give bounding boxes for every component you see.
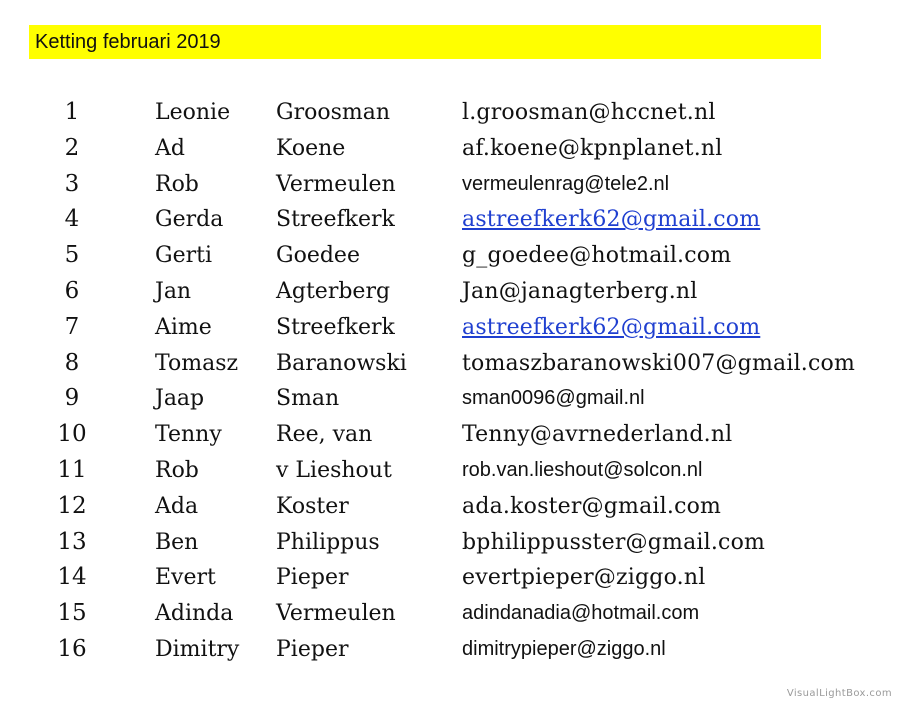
first-name: Ada — [155, 493, 199, 519]
email-link[interactable]: astreefkerk62@gmail.com — [462, 314, 761, 340]
row-number: 4 — [64, 206, 80, 233]
list-item — [0, 131, 900, 167]
first-name: Adinda — [155, 601, 234, 627]
row-number: 6 — [64, 277, 80, 304]
member-list — [0, 95, 900, 668]
first-name: Leonie — [155, 100, 231, 125]
list-item — [0, 489, 900, 525]
row-number: 15 — [57, 600, 87, 627]
email-address: g_goedee@hotmail.com — [462, 243, 732, 269]
first-name: Ad — [155, 135, 185, 161]
first-name: Gerti — [155, 243, 212, 269]
row-number: 16 — [57, 635, 87, 662]
list-item — [0, 167, 900, 203]
first-name: Rob — [155, 171, 199, 197]
list-item — [0, 274, 900, 310]
row-number: 11 — [57, 456, 87, 483]
last-name: Sman — [276, 386, 340, 412]
last-name: Ree, van — [276, 422, 373, 448]
first-name: Tenny — [155, 422, 222, 448]
last-name: Goedee — [276, 243, 360, 269]
row-number: 5 — [64, 242, 80, 269]
email-link[interactable]: astreefkerk62@gmail.com — [462, 207, 761, 233]
last-name: Groosman — [276, 100, 391, 125]
document-title: Ketting februari 2019 — [29, 25, 821, 59]
list-item — [0, 560, 900, 596]
first-name: Tomasz — [155, 350, 239, 376]
row-number: 3 — [64, 170, 80, 197]
row-number: 12 — [57, 492, 87, 519]
last-name: Vermeulen — [276, 171, 396, 197]
row-number: 13 — [57, 528, 87, 555]
last-name: Baranowski — [276, 350, 407, 376]
list-item — [0, 238, 900, 274]
first-name: Jan — [155, 278, 192, 304]
list-item — [0, 381, 900, 417]
list-item — [0, 525, 900, 561]
email-address: dimitrypieper@ziggo.nl — [462, 637, 666, 660]
email-address: tomaszbaranowski007@gmail.com — [462, 350, 856, 376]
list-item — [0, 417, 900, 453]
email-address: Tenny@avrnederland.nl — [462, 422, 733, 448]
watermark: VisualLightBox.com — [786, 688, 892, 699]
last-name: Agterberg — [276, 278, 391, 304]
email-address: bphilippusster@gmail.com — [462, 529, 766, 555]
last-name: Streefkerk — [276, 207, 395, 233]
row-number: 2 — [64, 134, 80, 161]
email-address: sman0096@gmail.nl — [462, 387, 645, 410]
email-address: Jan@janagterberg.nl — [462, 278, 698, 304]
last-name: Philippus — [276, 529, 380, 555]
email-address: evertpieper@ziggo.nl — [462, 565, 706, 591]
row-number: 7 — [64, 313, 80, 340]
last-name: Pieper — [276, 565, 349, 591]
email-address: adindanadia@hotmail.com — [462, 602, 700, 625]
list-item — [0, 202, 900, 238]
last-name: Vermeulen — [276, 601, 396, 627]
email-address: vermeulenrag@tele2.nl — [462, 172, 670, 195]
list-item — [0, 632, 900, 668]
last-name: v Lieshout — [276, 457, 392, 483]
last-name: Koene — [276, 135, 346, 161]
first-name: Dimitry — [155, 636, 240, 662]
row-number: 9 — [64, 385, 80, 412]
first-name: Evert — [155, 565, 216, 591]
list-item — [0, 310, 900, 346]
row-number: 14 — [57, 564, 87, 591]
first-name: Aime — [155, 314, 212, 340]
list-item — [0, 453, 900, 489]
last-name: Streefkerk — [276, 314, 395, 340]
email-address: rob.van.lieshout@solcon.nl — [462, 458, 703, 481]
first-name: Gerda — [155, 207, 224, 233]
row-number: 8 — [64, 349, 80, 376]
list-item — [0, 95, 900, 131]
last-name: Koster — [276, 493, 349, 519]
email-address: ada.koster@gmail.com — [462, 493, 722, 519]
row-number: 1 — [64, 99, 80, 125]
first-name: Jaap — [155, 386, 205, 412]
email-address: l.groosman@hccnet.nl — [462, 100, 716, 125]
first-name: Rob — [155, 457, 199, 483]
row-number: 10 — [57, 421, 87, 448]
last-name: Pieper — [276, 636, 349, 662]
list-item — [0, 596, 900, 632]
list-item — [0, 346, 900, 382]
email-address: af.koene@kpnplanet.nl — [462, 135, 723, 161]
first-name: Ben — [155, 529, 199, 555]
